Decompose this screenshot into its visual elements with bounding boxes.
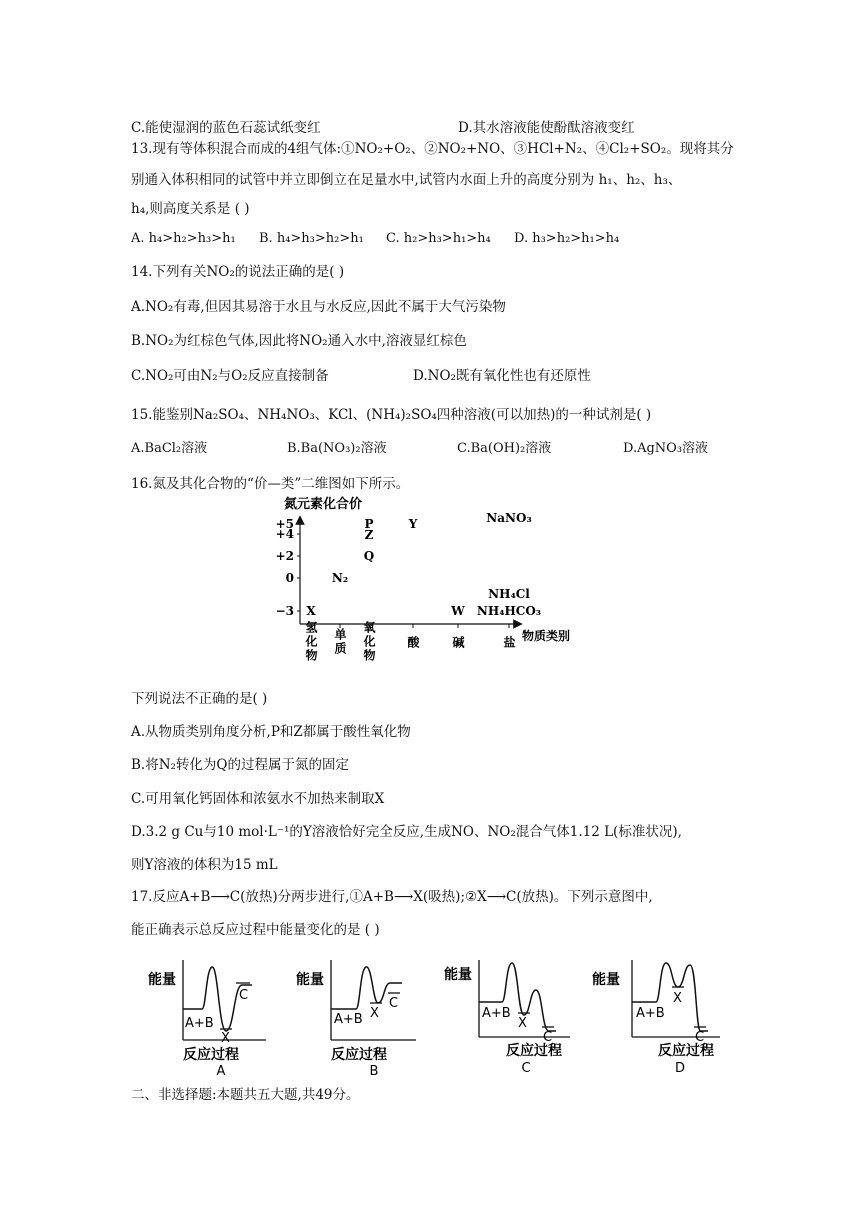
q16-option-c: C.可用氧化钙固体和浓氨水不加热来制取X — [131, 791, 385, 807]
ytick-label-m3: −3 — [275, 604, 294, 618]
graph-letter: B — [369, 1064, 379, 1079]
q17-stem-line1: 17.反应A+B⟶C(放热)分两步进行,①A+B⟶X(吸热);②X⟶C(放热)。下列示意图中, — [131, 889, 653, 905]
energy-graph-c — [444, 955, 594, 1080]
process-label: 反应过程 — [658, 1043, 714, 1059]
q17-stem-line2: 能正确表示总反应过程中能量变化的是 ( ) — [131, 922, 380, 938]
q14-option-b: B.NO₂为红棕色气体,因此将NO₂通入水中,溶液显红棕色 — [131, 333, 467, 349]
y-axis-label: 氮元素化合价 — [284, 497, 363, 512]
xcat-oxide: 氧化物 — [362, 621, 376, 663]
point-nano3: NaNO₃ — [486, 511, 532, 525]
energy-label: 能量 — [444, 967, 472, 983]
xcat-acid: 酸 — [406, 636, 420, 648]
point-n2: N₂ — [331, 571, 349, 585]
label-x: X — [673, 991, 682, 1006]
q16-option-a: A.从物质类别角度分析,P和Z都属于酸性氧化物 — [131, 724, 411, 740]
q13-option-a: A. h₄>h₂>h₃>h₁ — [131, 231, 236, 246]
label-c: C — [389, 996, 399, 1011]
label-c: C — [695, 1030, 705, 1045]
q12-option-c: C.能使湿润的蓝色石蕊试纸变红 — [131, 120, 321, 136]
q16-prompt: 下列说法不正确的是( ) — [131, 691, 268, 707]
q13-stem-line2: 别通入体积相同的试管中并立即倒立在足量水中,试管内水面上升的高度分别为 h₁、h₂、h₃、 — [131, 172, 682, 188]
ytick-label-p5: +5 — [275, 517, 294, 531]
graph-letter: A — [216, 1064, 226, 1079]
q15-stem: 15.能鉴别Na₂SO₄、NH₄NO₃、KCl、(NH₄)₂SO₄四种溶液(可以加热)的一种试剂是( ) — [131, 407, 652, 423]
energy-graph-b — [296, 955, 436, 1080]
q15-option-d: D.AgNO₃溶液 — [623, 441, 709, 456]
xcat-salt: 盐 — [502, 636, 516, 648]
label-ab: A+B — [636, 1006, 665, 1021]
xcat-base: 碱 — [451, 636, 465, 648]
xcat-hydride: 氢化物 — [304, 621, 318, 663]
q14-stem: 14.下列有关NO₂的说法正确的是( ) — [131, 264, 345, 280]
q16-option-d-line2: 则Y溶液的体积为15 mL — [131, 857, 278, 873]
energy-graph-a — [148, 955, 288, 1080]
graph-letter: C — [521, 1061, 531, 1076]
process-label: 反应过程 — [506, 1043, 562, 1059]
q12-option-d: D.其水溶液能使酚酞溶液变红 — [458, 120, 635, 136]
valence-class-diagram — [270, 492, 600, 672]
label-x: X — [518, 1016, 527, 1031]
energy-label: 能量 — [592, 972, 620, 988]
label-ab: A+B — [334, 1012, 363, 1027]
point-w: W — [451, 604, 465, 618]
ytick-label-0: 0 — [285, 571, 294, 585]
process-label: 反应过程 — [183, 1047, 239, 1063]
xcat-element: 单质 — [333, 628, 347, 656]
graph-letter: D — [674, 1061, 686, 1076]
q16-stem: 16.氮及其化合物的“价—类”二维图如下所示。 — [131, 476, 410, 492]
section-2-heading: 二、非选择题:本题共五大题,共49分。 — [131, 1087, 360, 1103]
label-c: C — [239, 988, 249, 1003]
point-q: Q — [363, 549, 375, 563]
point-nh4cl: NH₄Cl — [488, 587, 530, 601]
process-label: 反应过程 — [331, 1047, 387, 1063]
point-p: P — [364, 517, 374, 531]
q14-option-c: C.NO₂可由N₂与O₂反应直接制备 — [131, 368, 329, 384]
q13-stem-line3: h₄,则高度关系是 ( ) — [131, 201, 250, 217]
q14-option-a: A.NO₂有毒,但因其易溶于水且与水反应,因此不属于大气污染物 — [131, 299, 506, 315]
ytick-label-p4: +4 — [275, 527, 294, 541]
q13-option-b: B. h₄>h₃>h₂>h₁ — [259, 231, 364, 246]
q15-option-a: A.BaCl₂溶液 — [131, 441, 208, 456]
q16-option-d-line1: D.3.2 g Cu与10 mol·L⁻¹的Y溶液恰好完全反应,生成NO、NO₂混合气体1.12 L(标准状况), — [131, 824, 682, 840]
x-axis-label: 物质类别 — [522, 629, 571, 643]
energy-label: 能量 — [148, 972, 176, 988]
ytick-label-p2: +2 — [275, 549, 294, 563]
label-ab: A+B — [185, 1016, 214, 1031]
q16-option-b: B.将N₂转化为Q的过程属于氮的固定 — [131, 757, 350, 773]
label-x: X — [221, 1031, 230, 1046]
q15-option-c: C.Ba(OH)₂溶液 — [457, 441, 552, 456]
q15-option-b: B.Ba(NO₃)₂溶液 — [287, 441, 387, 456]
q14-option-d: D.NO₂既有氧化性也有还原性 — [413, 368, 591, 384]
point-z: Z — [364, 528, 374, 542]
label-ab: A+B — [482, 1006, 511, 1021]
energy-label: 能量 — [296, 972, 324, 988]
label-c: C — [543, 1030, 553, 1045]
label-x: X — [370, 1006, 379, 1021]
q13-stem-line1: 13.现有等体积混合而成的4组气体:①NO₂+O₂、②NO₂+NO、③HCl+N₂、④Cl₂+SO₂。现将其分 — [131, 141, 734, 157]
point-y: Y — [408, 517, 418, 531]
q13-option-d: D. h₃>h₂>h₁>h₄ — [514, 231, 620, 246]
point-x: X — [306, 604, 316, 618]
q13-option-c: C. h₂>h₃>h₁>h₄ — [386, 231, 491, 246]
energy-graph-d — [592, 955, 742, 1080]
point-nh4hco3: NH₄HCO₃ — [476, 604, 542, 618]
